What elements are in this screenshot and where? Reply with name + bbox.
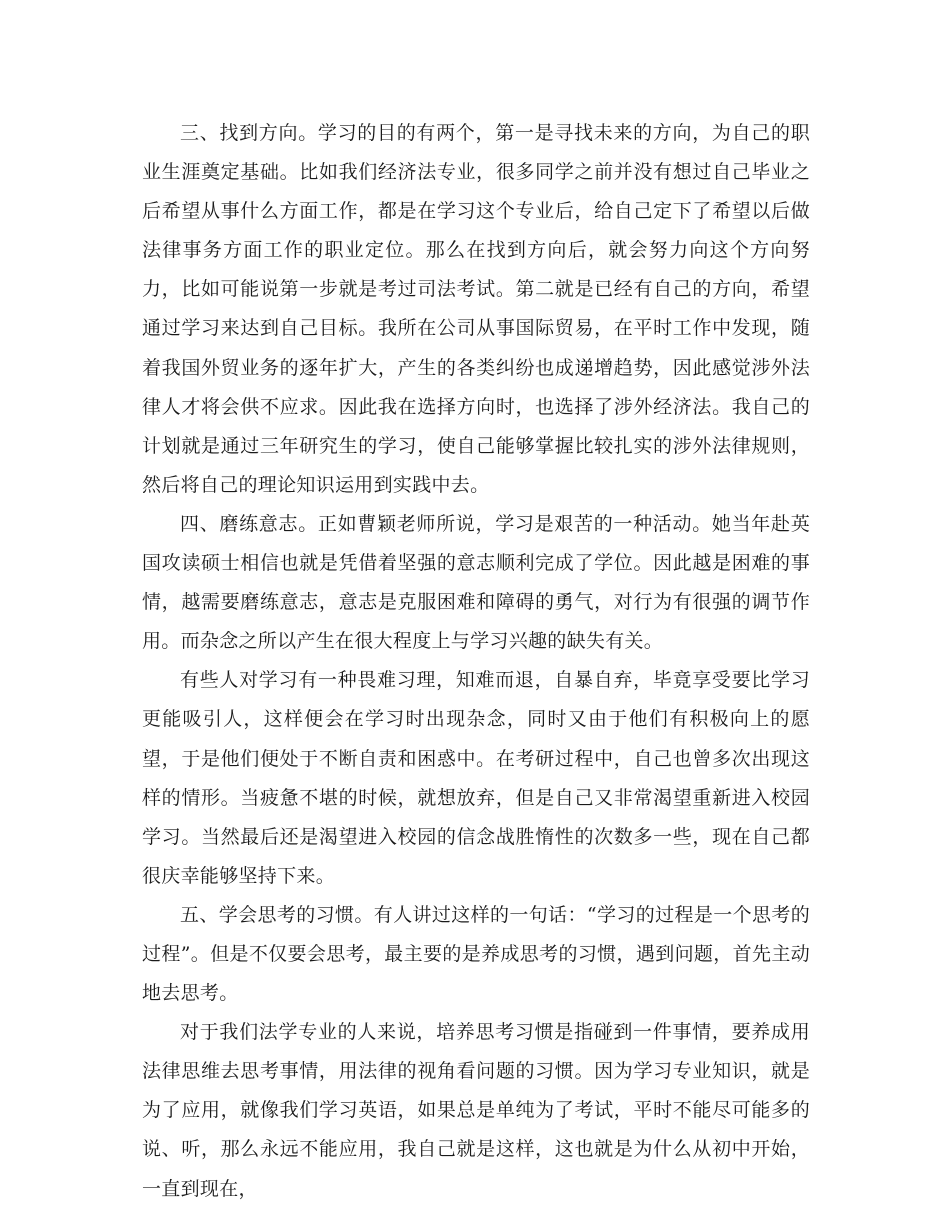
paragraph-distraction: 有些人对学习有一种畏难习理，知难而退，自暴自弃，毕竟享受要比学习更能吸引人，这样便会在学习时出现杂念，同时又由于他们有积极向上的愿望，于是他们便处于不断自责和困惑中。在考研过程中，自己也曾多次出现这样的情形。当疲惫不堪的时候，就想放弃，但是自己又非常渴望重新进入校园学习。当然最后还是渴望进入校园的信念战胜惰性的次数多一些，现在自己都很庆幸能够坚持下来。	[142, 669, 810, 887]
document-body	[142, 114, 810, 1209]
paragraph-temper-will: 四、磨练意志。正如曹颖老师所说，学习是艰苦的一种活动。她当年赴英国攻读硕士相信也就是凭借着坚强的意志顺利完成了学位。因此越是困难的事情，越需要磨练意志，意志是克服困难和障碍的勇气，对行为有很强的调节作用。而杂念之所以产生在很大程度上与学习兴趣的缺失有关。	[142, 512, 810, 653]
paragraph-find-direction: 三、找到方向。学习的目的有两个，第一是寻找未来的方向，为自己的职业生涯奠定基础。比如我们经济法专业，很多同学之前并没有想过自己毕业之后希望从事什么方面工作，都是在学习这个专业后，给自己定下了希望以后做法律事务方面工作的职业定位。那么在找到方向后，就会努力向这个方向努力，比如可能说第一步就是考过司法考试。第二就是已经有自己的方向，希望通过学习来达到自己目标。我所在公司从事国际贸易，在平时工作中发现，随着我国外贸业务的逐年扩大，产生的各类纠纷也成递增趋势，因此感觉涉外法律人才将会供不应求。因此我在选择方向时，也选择了涉外经济法。我自己的计划就是通过三年研究生的学习，使自己能够掌握比较扎实的涉外法律规则，然后将自己的理论知识运用到实践中去。	[142, 122, 810, 496]
paragraph-legal-thinking: 对于我们法学专业的人来说，培养思考习惯是指碰到一件事情，要养成用法律思维去思考事情，用法律的视角看问题的习惯。因为学习专业知识，就是为了应用，就像我们学习英语，如果总是单纯为了考试，平时不能尽可能多的说、听，那么永远不能应用，我自己就是这样，这也就是为什么从初中开始，一直到现在，	[142, 1021, 810, 1200]
paragraph-thinking-habit: 五、学会思考的习惯。有人讲过这样的一句话：“学习的过程是一个思考的过程”。但是不仅要会思考，最主要的是养成思考的习惯，遇到问题，首先主动地去思考。	[142, 903, 810, 1005]
